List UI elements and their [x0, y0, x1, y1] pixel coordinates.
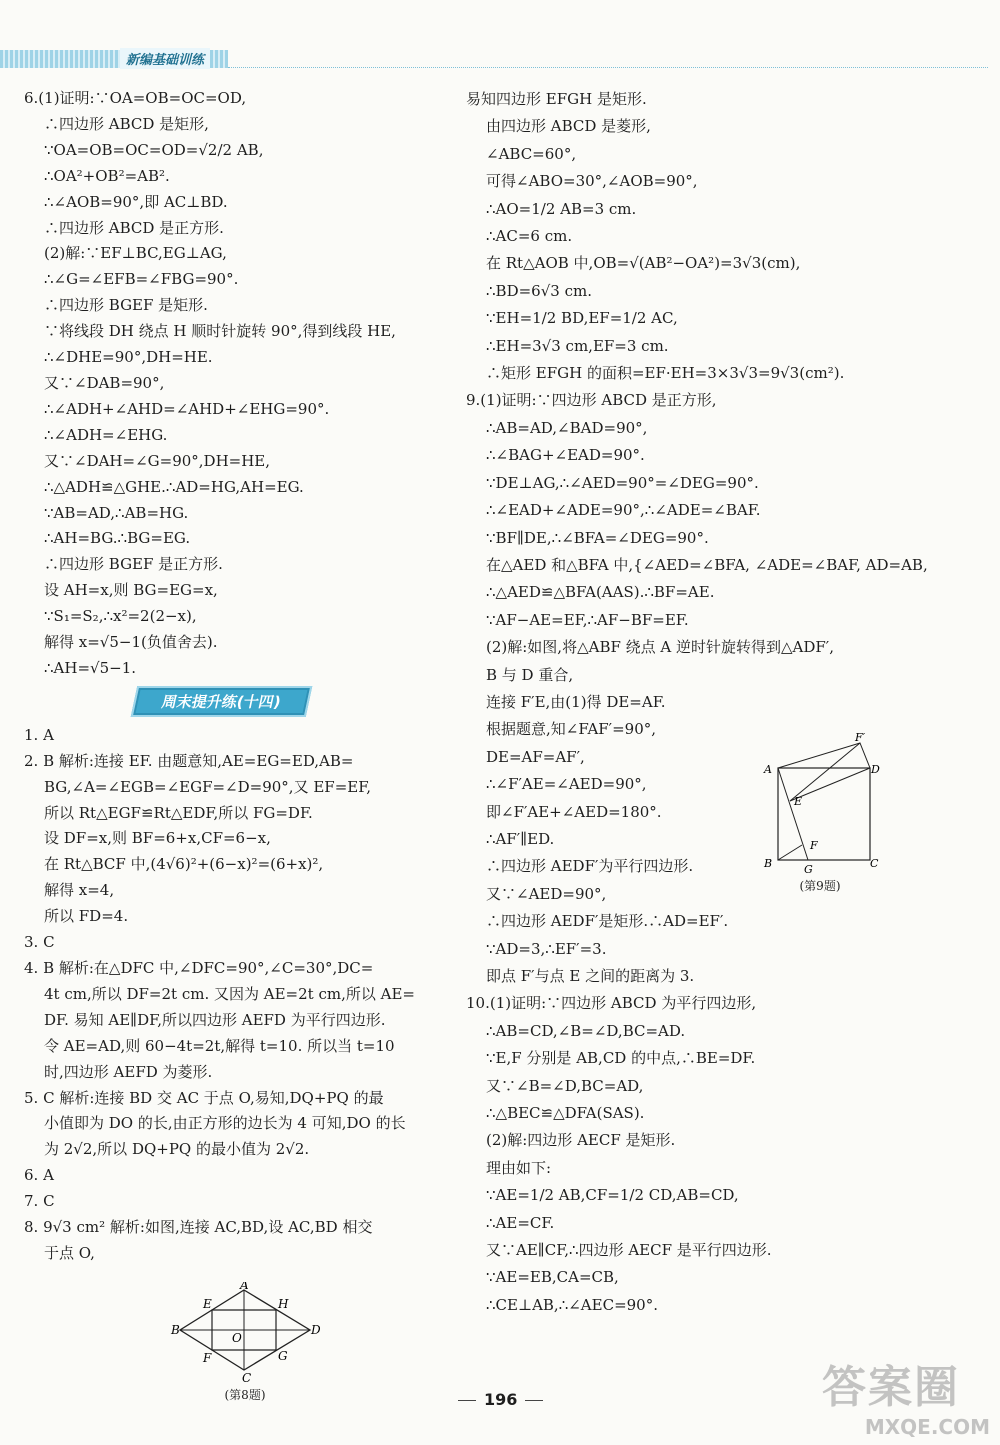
- text-line: ∴CE⊥AB,∴∠AEC=90°.: [486, 1295, 658, 1314]
- svg-text:D: D: [871, 763, 880, 776]
- text-line: 4. B 解析:在△DFC 中,∠DFC=90°,∠C=30°,DC=: [24, 959, 374, 977]
- text-line: ∵EH=1/2 BD,EF=1/2 AC,: [486, 309, 678, 328]
- svg-text:A: A: [764, 763, 772, 776]
- text-line: ∵AE=EB,CA=CB,: [486, 1268, 619, 1287]
- svg-text:G: G: [804, 863, 813, 873]
- text-line: ∴△ADH≌△GHE.∴AD=HG,AH=EG.: [44, 477, 304, 496]
- text-line: ∴∠ADH=∠EHG.: [44, 425, 168, 444]
- text-line: 4t cm,所以 DF=2t cm. 又因为 AE=2t cm,所以 AE=: [44, 984, 415, 1003]
- text-line: 解得 x=√5−1(负值舍去).: [44, 633, 218, 652]
- text-line: ∴AE=CF.: [486, 1213, 555, 1232]
- text-line: ∴AO=1/2 AB=3 cm.: [486, 199, 637, 218]
- text-line: (2)解:四边形 AECF 是矩形.: [486, 1131, 676, 1150]
- page-number: 196: [450, 1390, 551, 1409]
- figure-9-caption: (第9题): [799, 879, 841, 893]
- text-line: 又∵∠AED=90°,: [486, 884, 607, 903]
- text-line: 所以 Rt△EGF≌Rt△EDF,所以 FG=DF.: [44, 803, 313, 822]
- text-line: ∠ABC=60°,: [486, 144, 577, 163]
- right-column: [466, 86, 986, 1319]
- text-line: ∴AC=6 cm.: [486, 227, 573, 246]
- svg-text:F′: F′: [855, 733, 866, 744]
- svg-text:F: F: [810, 839, 818, 852]
- svg-text:O: O: [232, 1331, 242, 1345]
- text-line: ∴AB=AD,∠BAD=90°,: [486, 418, 648, 437]
- svg-text:E: E: [794, 795, 803, 808]
- text-line: ∴矩形 EFGH 的面积=EF·EH=3×3√3=9√3(cm²).: [486, 364, 845, 383]
- text-line: 时,四边形 AEFD 为菱形.: [44, 1062, 213, 1081]
- text-line: ∴AH=√5−1.: [44, 658, 137, 677]
- text-line: 5. C 解析:连接 BD 交 AC 于点 O,易知,DQ+PQ 的最: [24, 1088, 384, 1107]
- svg-text:F: F: [203, 1351, 212, 1365]
- text-line: ∴∠G=∠EFB=∠FBG=90°.: [44, 270, 239, 289]
- text-line: ∴OA²+OB²=AB².: [44, 166, 170, 185]
- text-line: BG,∠A=∠EGB=∠EGF=∠D=90°,又 EF=EF,: [44, 777, 372, 796]
- figure-8: [170, 1282, 320, 1402]
- text-line: ∵AE=1/2 AB,CF=1/2 CD,AB=CD,: [486, 1186, 739, 1205]
- svg-text:B: B: [764, 857, 773, 870]
- text-line: ∵AB=AD,∴AB=HG.: [44, 503, 189, 522]
- text-line: 为 2√2,所以 DQ+PQ 的最小值为 2√2.: [44, 1140, 310, 1159]
- text-line: ∴∠F′AE=∠AED=90°,: [486, 775, 647, 794]
- text-line: 6.(1)证明:∵OA=OB=OC=OD,: [24, 89, 247, 107]
- text-line: 小值即为 DO 的长,由正方形的边长为 4 可知,DO 的长: [44, 1114, 406, 1133]
- left-column: [24, 86, 454, 1267]
- text-line: ∴四边形 ABCD 是正方形.: [44, 218, 224, 237]
- svg-text:B: B: [171, 1323, 180, 1337]
- header-title: 新编基础训练: [120, 48, 210, 69]
- text-line: ∴四边形 BGEF 是正方形.: [44, 555, 223, 574]
- problem-6-solution: [24, 86, 454, 682]
- section-title: 周末提升练(十四): [131, 686, 312, 717]
- text-line: ∵AD=3,∴EF′=3.: [486, 939, 607, 958]
- text-line: 2. B 解析:连接 EF. 由题意知,AE=EG=ED,AB=: [24, 751, 354, 770]
- text-line: ∵OA=OB=OC=OD=√2/2 AB,: [44, 140, 264, 159]
- text-line: 7. C: [24, 1192, 55, 1211]
- text-line: ∴EH=3√3 cm,EF=3 cm.: [486, 336, 669, 355]
- text-line: 在△AED 和△BFA 中,{∠AED=∠BFA, ∠ADE=∠BAF, AD=AB,: [486, 555, 928, 574]
- text-line: 又∵∠DAH=∠G=90°,DH=HE,: [44, 451, 271, 470]
- text-line: 理由如下:: [486, 1158, 552, 1177]
- right-column-text: [466, 86, 986, 1319]
- text-line: ∴四边形 AEDF′为平行四边形.: [486, 857, 694, 876]
- svg-text:H: H: [278, 1297, 289, 1311]
- text-line: ∴AH=BG.∴BG=EG.: [44, 529, 191, 548]
- text-line: 又∵∠B=∠D,BC=AD,: [486, 1076, 644, 1095]
- text-line: 1. A: [24, 725, 54, 744]
- figure-8-caption: (第8题): [224, 1388, 266, 1402]
- text-line: B 与 D 重合,: [486, 665, 574, 684]
- text-line: ∵AF−AE=EF,∴AF−BF=EF.: [486, 610, 689, 629]
- text-line: ∴∠EAD+∠ADE=90°,∴∠ADE=∠BAF.: [486, 501, 761, 520]
- text-line: 即点 F′与点 E 之间的距离为 3.: [486, 967, 695, 985]
- text-line: ∴∠ADH+∠AHD=∠AHD+∠EHG=90°.: [44, 399, 330, 418]
- text-line: ∴四边形 ABCD 是矩形,: [44, 114, 209, 133]
- text-line: ∴AB=CD,∠B=∠D,BC=AD.: [486, 1021, 686, 1040]
- text-line: ∴四边形 BGEF 是矩形.: [44, 296, 208, 315]
- header-rule: [228, 67, 988, 68]
- text-line: 6. A: [24, 1166, 54, 1185]
- text-line: ∴∠DHE=90°,DH=HE.: [44, 348, 213, 367]
- text-line: 9.(1)证明:∵四边形 ABCD 是正方形,: [466, 391, 717, 410]
- text-line: 易知四边形 EFGH 是矩形.: [466, 90, 647, 108]
- text-line: ∵将线段 DH 绕点 H 顺时针旋转 90°,得到线段 HE,: [44, 322, 396, 341]
- text-line: 10.(1)证明:∵四边形 ABCD 为平行四边形,: [466, 994, 757, 1013]
- text-line: ∵BF∥DE,∴∠BFA=∠DEG=90°.: [486, 528, 709, 547]
- svg-text:D: D: [311, 1323, 320, 1337]
- text-line: ∴∠BAG+∠EAD=90°.: [486, 446, 645, 465]
- weekend-answers: [24, 723, 454, 1267]
- text-line: ∴四边形 AEDF′是矩形.∴AD=EF′.: [486, 912, 729, 931]
- text-line: 根据题意,知∠FAF′=90°,: [486, 720, 657, 739]
- text-line: 于点 O,: [44, 1243, 95, 1262]
- svg-text:E: E: [203, 1297, 212, 1311]
- page-header: [0, 44, 1000, 74]
- text-line: ∴AF′∥ED.: [486, 829, 555, 848]
- text-line: ∵DE⊥AG,∴∠AED=90°=∠DEG=90°.: [486, 473, 759, 492]
- text-line: DF. 易知 AE∥DF,所以四边形 AEFD 为平行四边形.: [44, 1010, 386, 1029]
- text-line: ∵E,F 分别是 AB,CD 的中点,∴BE=DF.: [486, 1049, 756, 1068]
- svg-text:C: C: [870, 857, 879, 870]
- text-line: ∴∠AOB=90°,即 AC⊥BD.: [44, 192, 228, 211]
- text-line: 即∠F′AE+∠AED=180°.: [486, 802, 662, 821]
- text-line: DE=AF=AF′,: [486, 747, 585, 766]
- text-line: 设 DF=x,则 BF=6+x,CF=6−x,: [44, 829, 271, 848]
- watermark-url: MXQE.COM: [864, 1415, 990, 1439]
- figure-9: [760, 733, 880, 895]
- text-line: (2)解:如图,将△ABF 绕点 A 逆时针旋转得到△ADF′,: [486, 638, 834, 657]
- text-line: ∴△AED≌△BFA(AAS).∴BF=AE.: [486, 583, 715, 602]
- text-line: 又∵AE∥CF,∴四边形 AECF 是平行四边形.: [486, 1241, 772, 1260]
- watermark-logo: 答案圈: [822, 1362, 960, 1413]
- text-line: 解得 x=4,: [44, 881, 115, 900]
- svg-text:A: A: [240, 1282, 249, 1292]
- svg-text:G: G: [278, 1349, 288, 1363]
- text-line: 由四边形 ABCD 是菱形,: [486, 117, 651, 136]
- text-line: 可得∠ABO=30°,∠AOB=90°,: [486, 172, 698, 191]
- square-diagram: [760, 733, 880, 873]
- text-line: 在 Rt△AOB 中,OB=√(AB²−OA²)=3√3(cm),: [486, 254, 801, 273]
- text-line: 连接 F′E,由(1)得 DE=AF.: [486, 692, 666, 711]
- text-line: 令 AE=AD,则 60−4t=2t,解得 t=10. 所以当 t=10: [44, 1036, 395, 1055]
- text-line: (2)解:∵EF⊥BC,EG⊥AG,: [44, 244, 227, 263]
- text-line: 又∵∠DAB=90°,: [44, 373, 165, 392]
- text-line: ∴△BEC≌△DFA(SAS).: [486, 1104, 645, 1123]
- text-line: ∵S₁=S₂,∴x²=2(2−x),: [44, 607, 197, 626]
- text-line: 8. 9√3 cm² 解析:如图,连接 AC,BD,设 AC,BD 相交: [24, 1218, 373, 1237]
- text-line: 3. C: [24, 933, 55, 952]
- text-line: 设 AH=x,则 BG=EG=x,: [44, 581, 218, 600]
- svg-text:C: C: [242, 1371, 252, 1382]
- text-line: 所以 FD=4.: [44, 907, 129, 926]
- rhombus-diagram: [170, 1282, 320, 1382]
- text-line: ∴BD=6√3 cm.: [486, 281, 592, 300]
- text-line: 在 Rt△BCF 中,(4√6)²+(6−x)²=(6+x)²,: [44, 855, 324, 874]
